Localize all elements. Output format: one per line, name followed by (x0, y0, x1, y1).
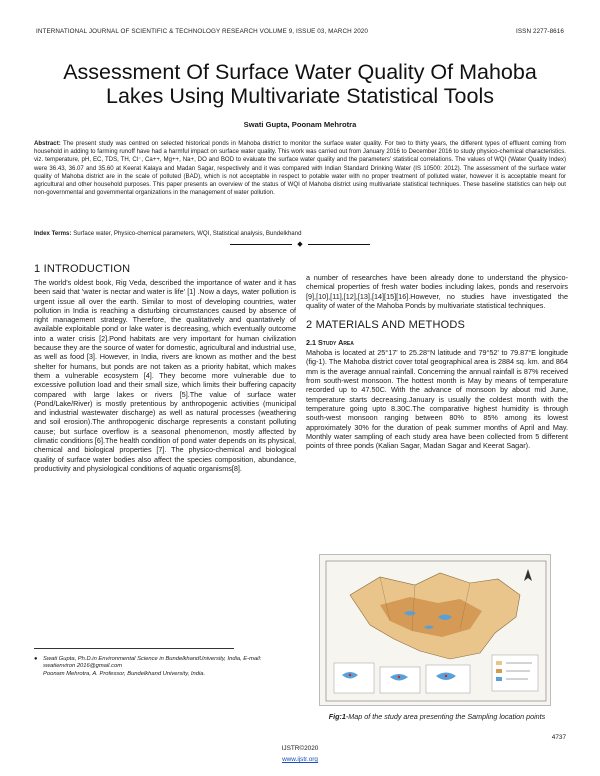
title-line-2: Lakes Using Multivariate Statistical Tools (106, 84, 494, 108)
section-2-heading: 2 MATERIALS AND METHODS (306, 319, 466, 332)
footnote-author-1: Swati Gupta, Ph.D.in Environmental Science in BundelkhandUniversity, India, E-mail: swatienviron 2016@gmail.com (43, 656, 262, 670)
inset-maps (334, 663, 470, 693)
page-number: 4737 (551, 734, 566, 741)
divider-line-left (230, 244, 292, 245)
sampling-point (398, 676, 400, 678)
legend-swatch-land (496, 661, 502, 665)
inset-map-frame (334, 663, 374, 693)
figure-caption-text: -Map of the study area presenting the Sampling location points (345, 712, 546, 721)
map-legend (492, 655, 538, 691)
sampling-point (445, 675, 447, 677)
section-1-text: The world's oldest book, Rig Veda, described the importance of water and it has been said that 'water is nectar and water is life' [1] .Now a days, water pollution is urgent issue all over the earth. Similar to most of developing countries, water pollution in India is reaching a disturbing circumstances caused by absence of right management strategy. Therefore, the qualitatively and quantatively of available exploitable pond or lake water is decreasing, which eventually outcome into a water crisis [2].Pond habitats are very important for human civilization because they are the source of water for domestic, agricultural and industrial use, as well as food [3]. However, in India, rivers are known as mother and the best shelter for humans, but ponds are not taken as a priority habitat, which makes them a vulnerable ecosystem [4]. They become more vulnerable due to excessive pollution load and their small size, which limits their buffering capacity compared with large lakes or rivers [5].The value of surface water (Pond/Lake/River) is mostly pretentious by anthropogenic activities (municipal and industrial wastewater discharge) as well as natural processes (weathering and soil erosion).The anthropogenic discharge represents a constant polluting cause; but surface overflow is a seasonal phenomenon, mostly affected by climatic conditions [6].The health condition of pond water depends on its physical, chemical and biological properties [7]. The physico-chemical and biological quality of surface water bodies also affect the species composition, abundance, productivity and physiological conditions of aquatic organisms[8]. (34, 278, 296, 473)
divider-line-right (308, 244, 370, 245)
footnotes (34, 656, 264, 678)
section-1-continued: a number of researches have been already done to understand the physico-chemical properties of fresh water bodies including lakes, ponds and reservoirs [9],[10],[11],[12],[13],[14][15][16].However, no studies have investigated the quality of water of the Mahoba Ponds by multivariate statistical techniques. (306, 273, 568, 310)
figure-label: Fig:1 (328, 712, 346, 721)
section-1-heading: 1 INTRODUCTION (34, 263, 131, 275)
footnote-author-2: Poonam Mehrotra, A. Professor, Bundelkhand University, India. (43, 670, 206, 677)
paper-title (30, 60, 570, 108)
sampling-point (349, 674, 351, 676)
legend-swatch-water (496, 677, 502, 681)
right-column (306, 272, 568, 450)
footer-copyright: IJSTR©2020 (281, 745, 319, 752)
legend-swatch-district (496, 669, 502, 673)
footnote-body (43, 656, 264, 678)
subsection-heading: 2.1 Study Area (306, 338, 354, 348)
authors: Swati Gupta, Poonam Mehrotra (243, 120, 357, 129)
journal-name: INTERNATIONAL JOURNAL OF SCIENTIFIC & TECHNOLOGY RESEARCH VOLUME 9, ISSUE 03, MARCH 2020 (36, 28, 368, 35)
footnote-bullet-icon: ● (34, 656, 38, 662)
index-terms-text: Surface water, Physico-chemical parameters, WQI, Statistical analysis, Bundelkhand (73, 230, 302, 237)
journal-header (36, 28, 564, 35)
title-line-1: Assessment Of Surface Water Quality Of Mahoba (63, 60, 537, 84)
left-column (34, 263, 296, 473)
abstract-text: The present study was centred on selected historical ponds in Mahoba district to monitor the surface water quality. For two to thirty years, the different types of effluent coming from household in adding to farming runoff have had a harmful impact on surface water quality. This work was carried out from January 2016 to December 2016 to study physico-chemical characteristics. viz. temperature, pH, EC, TDS, TH, Cl⁻, Ca++, Mg++, Na+, DO and BOD to evaluate the surface water quality and the parameters' statistical correlations. The values of WQI (Water Quality Index) were 36.43, 36.07 and 35.60 at Keerat Kalaya and Madan Sagar, respectively and it was compared with Indian Standard Drinking Water (IS 10500: 2012). The assessment of the surface water quality of Mahoba district are in the scale of polluted (BAD), which is not acceptable in respect to potable water with no proper treatment of polluted water, however it is acceptable meant for agricultural and other household purposes. This paper presents an overview of the status of WQI of Mahoba district using multivariate statistical techniques. These baseline statistics can help out non-governmental and governmental organizations in the management of water pollution. (34, 140, 566, 197)
issn: ISSN 2277-8616 (516, 28, 564, 35)
section-2-text: Mahoba is located at 25°17' to 25.28°N latitude and 79°52' to 79.87°E longitude (fig-1). The Mahoba district cover total geographical area is 2884 sq. km. and 864 mm is the average annual rainfall. Concerning the annual rainfall is 87% received from south-west monsoon. The hottest month is May by means of temperature recorded up to 47.50C. With the advance of monsoon by about mid June, temperature starts decreasing.January is usually the coldest month with the temperature going upto 8.30C.The comparative highest humidity is through south-west monsoon ranging between 80% to 85% among its lowest approximately 30% for the duration of peak summer months of April and May. Monthly water sampling of each study area have been collected from 5 different points of three ponds (Kalian Sagar, Madan Sagar and Keerat Sagar). (306, 348, 568, 451)
index-terms (34, 230, 566, 238)
figure-caption (306, 712, 568, 721)
map-graphic (320, 555, 551, 706)
footnote-rule (34, 648, 234, 649)
divider-diamond-icon: ◆ (297, 241, 303, 248)
index-terms-label: Index Terms: (34, 230, 72, 237)
abstract (34, 140, 566, 197)
study-area-map (319, 554, 551, 706)
journal-website-link[interactable]: www.ijstr.org (282, 756, 318, 763)
section-divider (0, 240, 600, 248)
abstract-label: Abstract: (34, 140, 61, 147)
